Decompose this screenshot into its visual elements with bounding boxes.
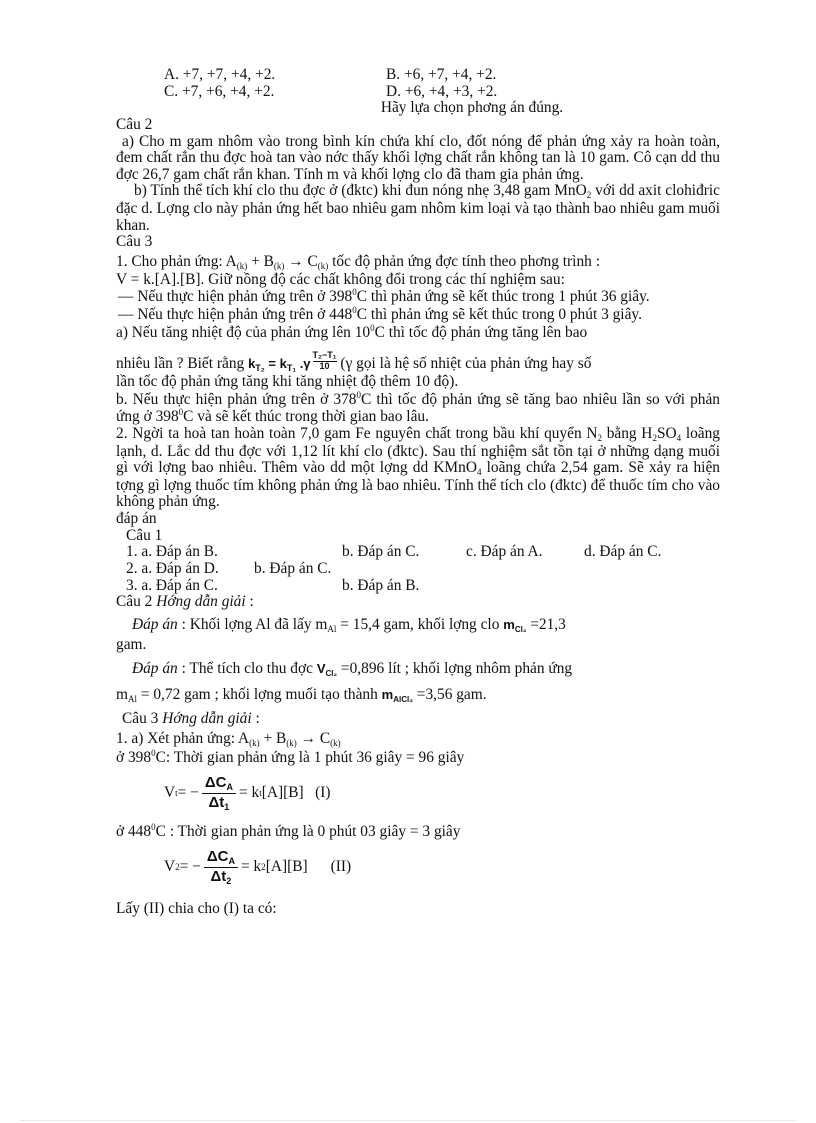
q3-exp2: — Nếu thực hiện phản ứng trên ở $448^0C$ thì phản ứng sẽ kết thúc trong 0 phút 3 giây. (118, 304, 642, 323)
answers-row-2: 2. a. Đáp án D. b. Đáp án C. (126, 559, 332, 577)
equation-2: V 2 = − $\frac{\Delta C_A}{\Delta t_2}$ = k 2 [A][B] (II) (164, 847, 352, 887)
q1-hint: Hãy lựa chọn phơng án đúng. (380, 99, 564, 117)
formula: $k_{T_2} = k_{T_1}$ .γ $\frac{\text{T₂−T₁}}{10}$ (248, 350, 337, 374)
answers-c3-1: 1. a) Xét phản ứng: $A_{(k)} + B_{(k)} \to C_{(k)}$ (116, 730, 341, 749)
answers-c2-b-2: $m_{Al} = 0,72$ gam ; khối lợng muối tạo thành $m_{AlCl_3} =3,56$ gam. (116, 685, 487, 704)
q3-part2: 2. Ngời ta hoà tan hoàn toàn 7,0 gam Fe nguyên chất trong bầu khí quyển $N_2$ bằng $H_2SO_4$ loãng lạnh, d. Lắc dd thu đợc với 1,12 lít khí clo (đktc). Sau thí nghiệm sắt tồn tại ở những dạng muối gì với lợng bao nhiêu. Thêm vào dd một lợng dd KMnO$_4$ loãng chứa 2,54 gam. Sẽ xảy ra hiện tợng gì lợng thuốc tím không phản ứng là bao nhiêu. Tính thể tích clo (đktc) để thuốc tím cho vào không phản ứng. (116, 424, 721, 511)
fraction-2: $\frac{\Delta C_A}{\Delta t_2}$ (204, 849, 238, 887)
answers-c1-title: Câu 1 (126, 526, 163, 544)
option-b: B. +6, +7, +4, +2. (386, 66, 497, 83)
answers-c2-heading: Câu 2 Hớng dẫn giải : (116, 593, 254, 611)
option-c: C. +7, +6, +4, +2. (164, 82, 275, 100)
fraction-1: $\frac{\Delta C_A}{\Delta t_1}$ (202, 775, 236, 813)
q3-part1: 1. Cho phản ứng: $A_{(k)} + B_{(k)} \to C_{(k)}$ tốc độ phản ứng đợc tính theo phơng trình : (116, 252, 600, 271)
footer-divider (20, 1120, 796, 1121)
q1-options-row2 (116, 84, 720, 101)
q3-title: Câu 3 (116, 233, 153, 251)
q1-options-row1 (116, 67, 720, 84)
answers-c3-heading: Câu 3 Hớng dẫn giải : (122, 709, 260, 727)
answers-c2-a: Đáp án : Khối lợng Al đã lấy $m_{Al} = 15,4$ gam, khối lợng clo $m_{Cl_2} =21,3$ (132, 615, 566, 634)
answers-row-1: 1. a. Đáp án B. b. Đáp án C. c. Đáp án A. d. Đáp án C. (126, 543, 662, 561)
document-page (116, 67, 720, 918)
equation-1: V t = − $\frac{\Delta C_A}{\Delta t_1}$ = k t [A][B] (I) (164, 773, 331, 813)
answers-last-line: Lấy (II) chia cho (I) ta có: (116, 900, 277, 917)
q3-rate-law: V = k.[A].[B]. Giữ nồng độ các chất không đổi trong các thí nghiệm sau: (116, 270, 565, 288)
q2-part-b: b) Tính thể tích khí clo thu đợc ở (đktc) khi đun nóng nhẹ 3,48 gam MnO$_2$ với dd axit clohiđric đặc d. Lợng clo này phản ứng hết bao nhiêu gam nhôm kim loại và tạo thành bao nhiêu gam muối khan. (116, 182, 720, 234)
q3-exp1: — Nếu thực hiện phản ứng trên ở $398^0C$ thì phản ứng sẽ kết thúc trong 1 phút 36 giây. (118, 287, 650, 306)
answers-row-3: 3. a. Đáp án C. b. Đáp án B. (126, 576, 420, 594)
q3-question-b: b. Nếu thực hiện phản ứng trên ở $378^0C$ thì tốc độ phản ứng sẽ tăng bao nhiêu lần so với phản ứng ở $398^0C$ và sẽ kết thúc trong thời gian bao lâu. (116, 389, 720, 426)
q2-title: Câu 2 (116, 115, 153, 133)
answers-c2-b: Đáp án : Thể tích clo thu đợc $V_{Cl_2} =0,896$ lít ; khối lợng nhôm phản ứng (132, 660, 573, 679)
q3-question-a: a) Nếu tăng nhiệt độ của phản ứng lên $10^0C$ thì tốc độ phản ứng tăng lên bao (116, 322, 588, 341)
option-d: D. +6, +4, +3, +2. (386, 82, 498, 100)
q3-question-a-formula: nhiêu lần ? Biết rằng $k_{T_2} = k_{T_1}$ .γ $\frac{\text{T₂−T₁}}{10}$ (γ gọi là hệ số nhiệt của phản ứng hay số (116, 350, 592, 374)
answers-c3-t1: ở $398^0C$: Thời gian phản ứng là 1 phút 36 giây = 96 giây (116, 747, 465, 766)
q3-question-a-note: lần tốc độ phản ứng tăng khi tăng nhiệt độ thêm 10 độ). (116, 372, 459, 390)
q2-part-a: a) Cho m gam nhôm vào trong bình kín chứa khí clo, đốt nóng để phản ứng xảy ra hoàn toàn, đem chất rắn thu đợc hoà tan vào nớc thấy khối lợng chất rắn không tan là 10 gam. Cô cạn dd thu đợc 26,7 gam chất rắn khan. Tính m và khối lợng clo đã tham gia phản ứng. (116, 132, 720, 183)
answers-c2-a-end: gam. (116, 635, 147, 653)
answers-c3-t2: ở $448^0C$ : Thời gian phản ứng là 0 phút 03 giây = 3 giây (116, 821, 461, 840)
option-a: A. +7, +7, +4, +2. (164, 66, 276, 83)
answers-title: đáp án (116, 510, 157, 528)
